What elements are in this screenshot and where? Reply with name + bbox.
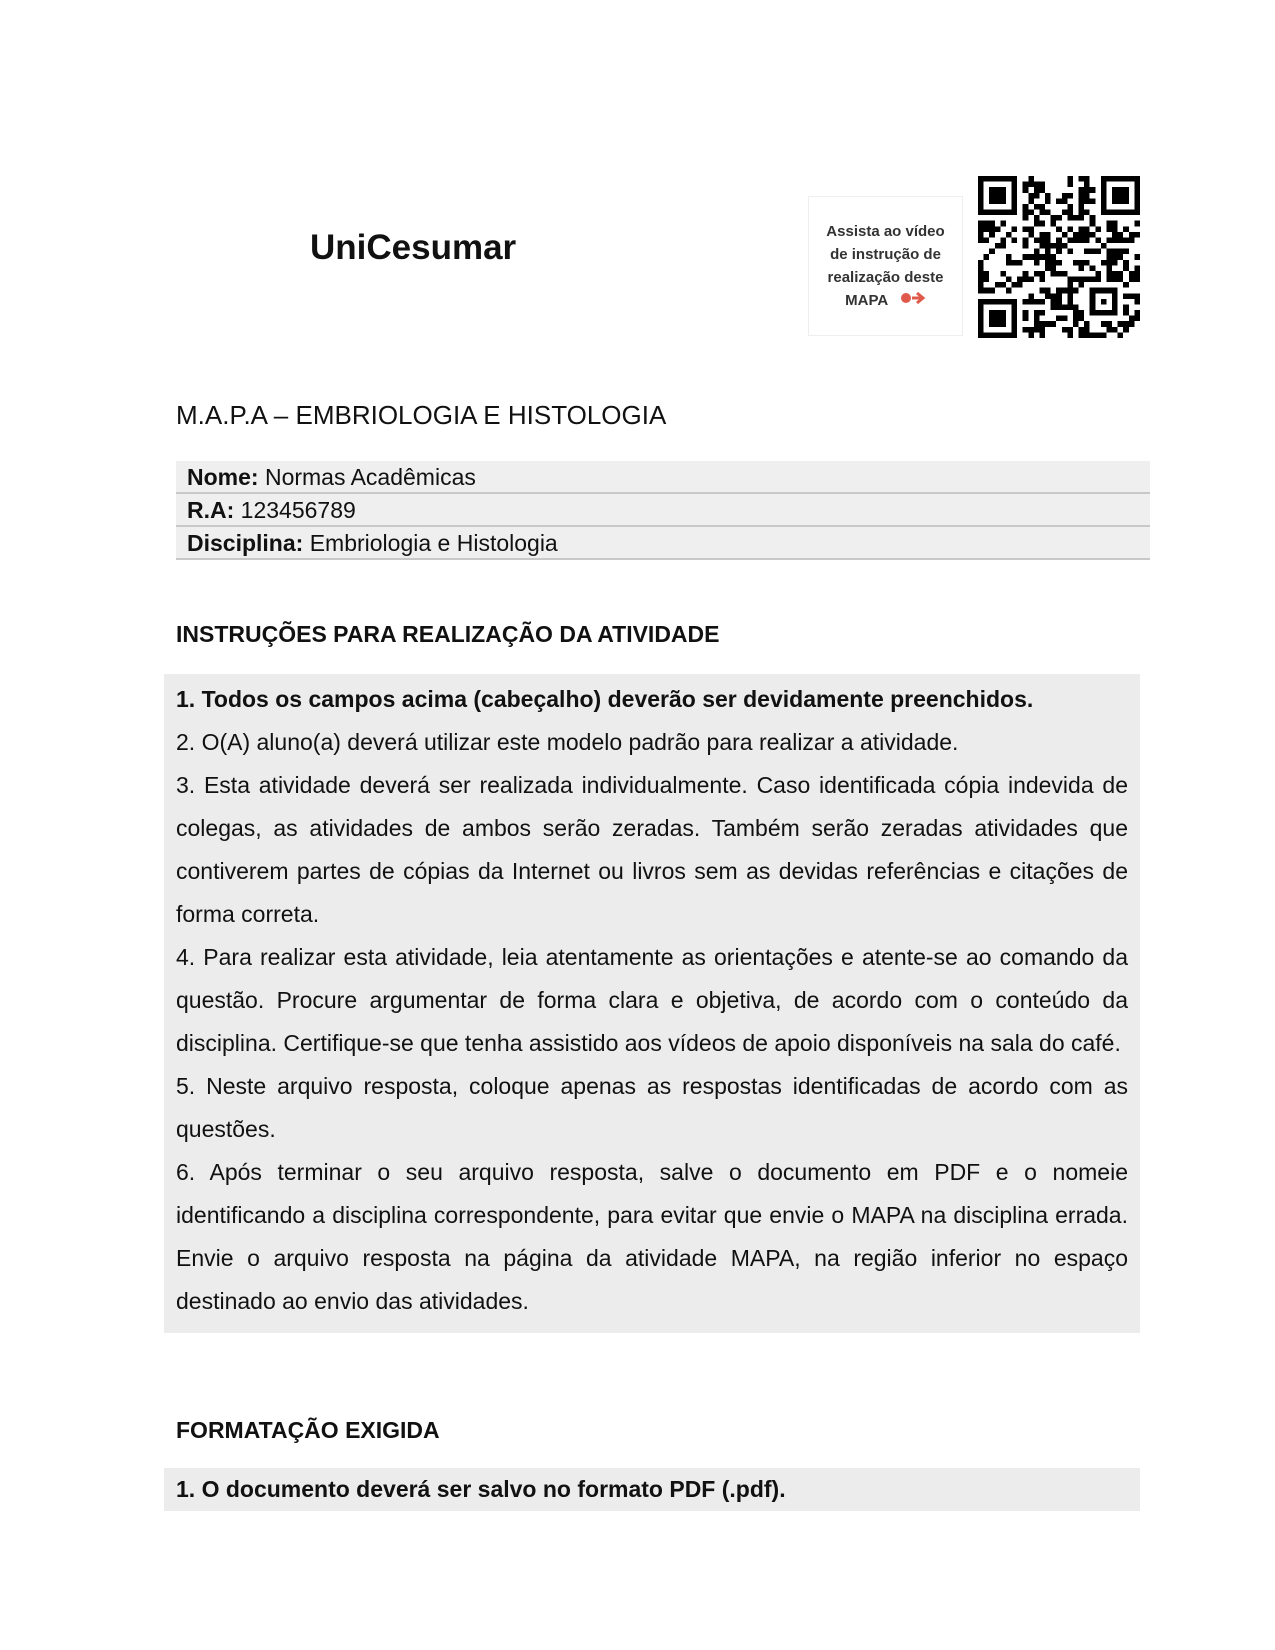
page-title: M.A.P.A – EMBRIOLOGIA E HISTOLOGIA	[176, 400, 667, 430]
card-line-2: de instrução de	[830, 245, 941, 263]
arrow-right-icon	[900, 289, 926, 312]
ra-label: R.A:	[187, 497, 235, 523]
formatting-heading: FORMATAÇÃO EXIGIDA	[176, 1417, 440, 1443]
info-row-name	[176, 461, 1150, 494]
formatting-list	[164, 1468, 1140, 1511]
info-row-discipline	[176, 527, 1150, 560]
qr-code-image	[978, 176, 1140, 338]
instruction-item: 1. Todos os campos acima (cabeçalho) deverão ser devidamente preenchidos.	[176, 686, 1034, 712]
ra-value: 123456789	[240, 497, 356, 523]
name-value: Normas Acadêmicas	[264, 464, 476, 490]
brand-name: UniCesumar	[310, 228, 517, 267]
formatting-item: 1. O documento deverá ser salvo no formato PDF (.pdf).	[176, 1476, 786, 1502]
info-table	[176, 461, 1150, 560]
info-row-ra	[176, 494, 1150, 527]
card-line-4: MAPA	[845, 291, 888, 309]
instruction-item: 5. Neste arquivo resposta, coloque apenas as respostas identificadas de acordo com as questões.	[176, 1073, 1128, 1142]
name-label: Nome:	[187, 464, 259, 490]
instruction-item: 4. Para realizar esta atividade, leia atentamente as orientações e atente-se ao comando da questão. Procure argumentar de forma clara e objetiva, de acordo com o conteúdo da disciplina. Certifique-se que tenha assistido aos vídeos de apoio disponíveis na sala do café.	[176, 944, 1128, 1056]
instructions-list	[164, 674, 1140, 1333]
discipline-label: Disciplina:	[187, 530, 304, 556]
card-line-3: realização deste	[827, 268, 944, 286]
instruction-item: 6. Após terminar o seu arquivo resposta, salve o documento em PDF e o nomeie identificando a disciplina correspondente, para evitar que envie o MAPA na disciplina errada. Envie o arquivo resposta na página da atividade MAPA, na região inferior no espaço destinado ao envio das atividades.	[176, 1159, 1128, 1314]
discipline-value: Embriologia e Histologia	[309, 530, 558, 556]
instruction-item: 3. Esta atividade deverá ser realizada individualmente. Caso identificada cópia indevida de colegas, as atividades de ambos serão zeradas. Também serão zeradas atividades que contiverem partes de cópias da Internet ou livros sem as devidas referências e citações de forma correta.	[176, 772, 1128, 927]
card-line-1: Assista ao vídeo	[826, 222, 945, 240]
instructions-heading: INSTRUÇÕES PARA REALIZAÇÃO DA ATIVIDADE	[176, 621, 720, 647]
instruction-item: 2. O(A) aluno(a) deverá utilizar este modelo padrão para realizar a atividade.	[176, 729, 959, 755]
video-instruction-card	[808, 196, 963, 336]
